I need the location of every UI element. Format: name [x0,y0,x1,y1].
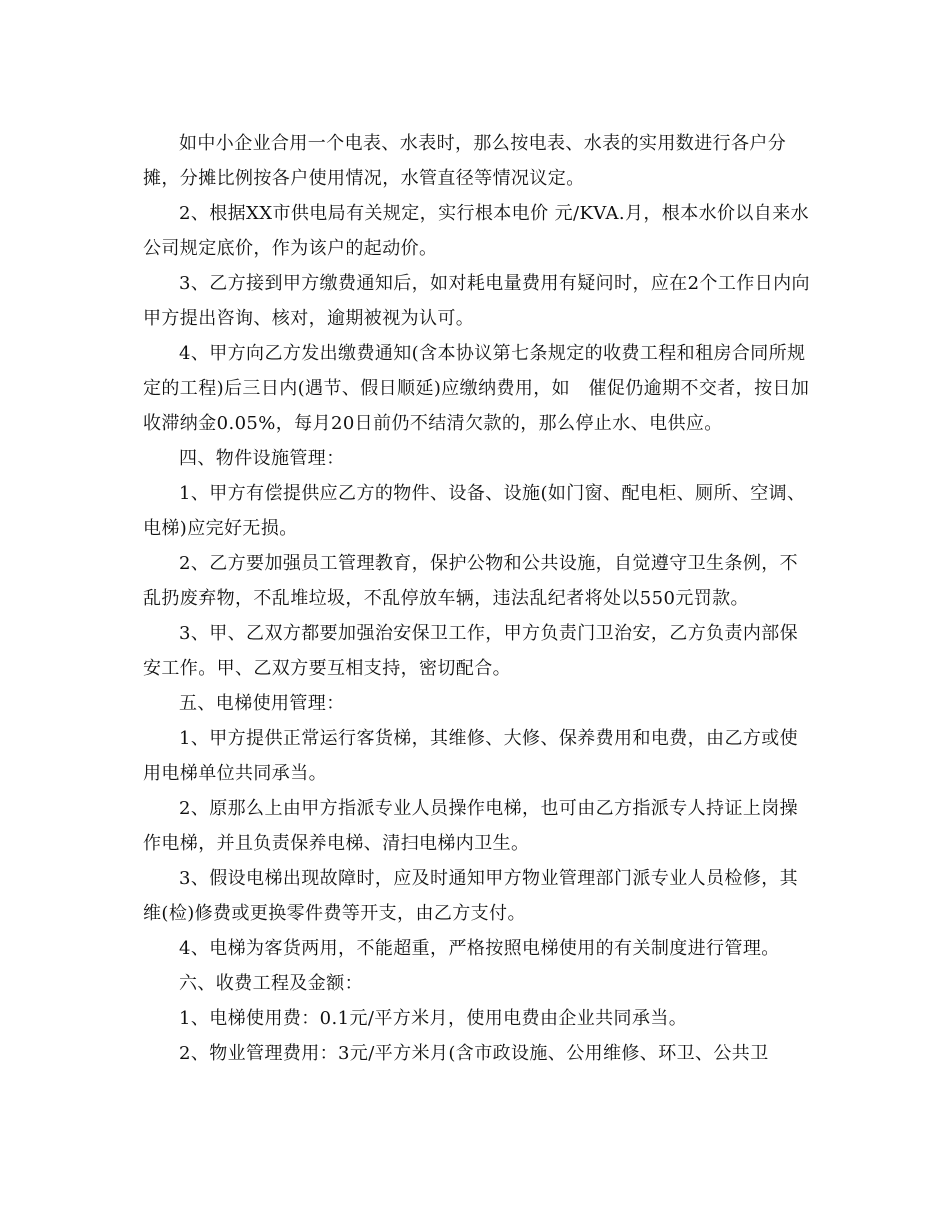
document-body [143,126,811,1071]
paragraph-elevator-usage: 4、电梯为客货两用，不能超重，严格按照电梯使用的有关制度进行管理。 [179,938,780,959]
paragraph-payment-notice: 4、甲方向乙方发出缴费通知(含本协议第七条规定的收费工程和租房合同所规定的工程)后三日内(遇节、假日顺延)应缴纳费用，如 催促仍逾期不交者，按日加收滞纳金0.05%，每月20日前仍不结清欠款的，那么停止水、电供应。 [143,343,810,434]
section-heading-elevator: 五、电梯使用管理： [179,693,345,714]
paragraph-elevator-fee: 1、电梯使用费：0.1元/平方米月，使用电费由企业共同承当。 [179,1008,688,1029]
paragraph-elevator-costs: 1、甲方提供正常运行客货梯，其维修、大修、保养费用和电费，由乙方或使用电梯单位共同承当。 [143,728,799,784]
paragraph-elevator-repair: 3、假设电梯出现故障时，应及时通知甲方物业管理部门派专业人员检修，其维(检)修费或更换零件费等开支，由乙方支付。 [143,868,799,924]
section-heading-facilities: 四、物件设施管理： [179,448,345,469]
paragraph-management-fee: 2、物业管理费用：3元/平方米月(含市政设施、公用维修、环卫、公共卫 [179,1043,769,1064]
paragraph-security: 3、甲、乙双方都要加强治安保卫工作，甲方负责门卫治安，乙方负责内部保安工作。甲、乙双方要互相支持，密切配合。 [143,623,799,679]
paragraph-shared-meters: 如中小企业合用一个电表、水表时，那么按电表、水表的实用数进行各户分摊，分摊比例按各户使用情况，水管直径等情况议定。 [143,133,787,189]
paragraph-elevator-operation: 2、原那么上由甲方指派专业人员操作电梯，也可由乙方指派专人持证上岗操作电梯，并且负责保养电梯、清扫电梯内卫生。 [143,798,799,854]
section-heading-fees: 六、收费工程及金额： [179,973,363,994]
paragraph-billing-inquiry: 3、乙方接到甲方缴费通知后，如对耗电量费用有疑问时，应在2个工作日内向甲方提出咨询、核对，逾期被视为认可。 [143,273,810,329]
paragraph-base-price: 2、根据XX市供电局有关规定，实行根本电价 元/KVA.月，根本水价以自来水公司规定底价，作为该户的起动价。 [143,203,810,259]
paragraph-facilities-provision: 1、甲方有偿提供应乙方的物件、设备、设施(如门窗、配电柜、厕所、空调、电梯)应完好无损。 [143,483,806,539]
paragraph-staff-management: 2、乙方要加强员工管理教育，保护公物和公共设施，自觉遵守卫生条例，不乱扔废弃物，不乱堆垃圾，不乱停放车辆，违法乱纪者将处以550元罚款。 [143,553,799,609]
